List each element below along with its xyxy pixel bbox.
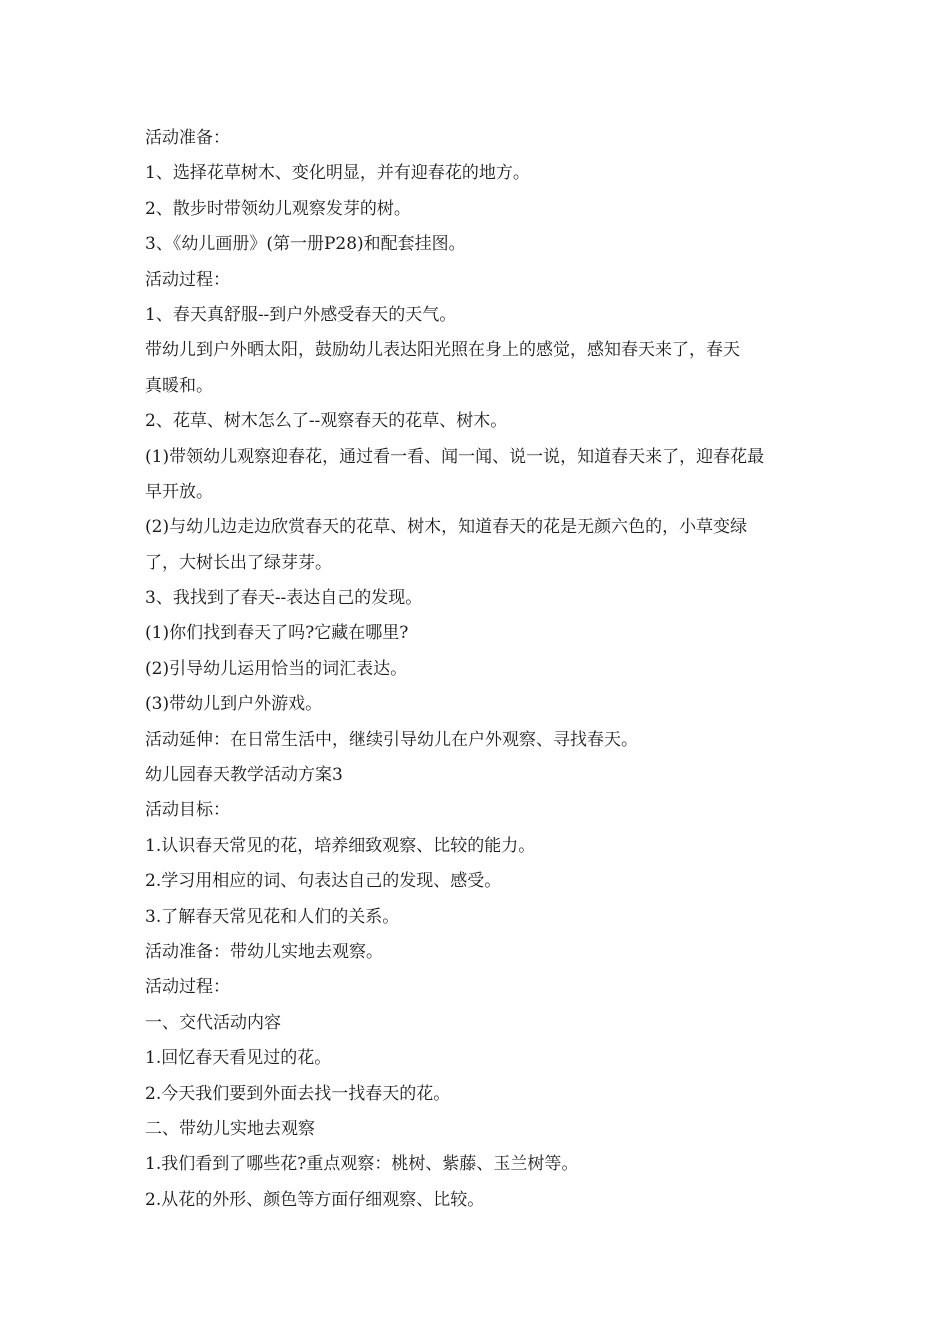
section-heading-process: 活动过程： xyxy=(145,977,230,998)
section-heading-preparation: 活动准备：带幼儿实地去观察。 xyxy=(145,941,383,962)
paragraph-line: 早开放。 xyxy=(145,481,213,502)
subsection-heading: 一、交代活动内容 xyxy=(145,1012,281,1033)
section-heading-preparation: 活动准备： xyxy=(145,128,230,148)
list-item: 2.今天我们要到外面去找一找春天的花。 xyxy=(145,1083,451,1104)
list-item: 2.学习用相应的词、句表达自己的发现、感受。 xyxy=(145,871,502,892)
list-item: 3.了解春天常见花和人们的关系。 xyxy=(145,906,400,927)
subsection-heading: 二、带幼儿实地去观察 xyxy=(145,1118,315,1139)
paragraph-line: 带幼儿到户外晒太阳，鼓励幼儿表达阳光照在身上的感觉，感知春天来了，春天 xyxy=(145,340,740,361)
list-item: (3)带幼儿到户外游戏。 xyxy=(145,694,323,715)
plan-title: 幼儿园春天教学活动方案3 xyxy=(145,765,343,786)
section-heading-extension: 活动延伸：在日常生活中，继续引导幼儿在户外观察、寻找春天。 xyxy=(145,729,638,750)
list-item: (1)你们找到春天了吗?它藏在哪里? xyxy=(145,623,409,644)
list-item: 3、我找到了春天--表达自己的发现。 xyxy=(145,588,423,609)
list-item: 1.回忆春天看见过的花。 xyxy=(145,1048,332,1069)
list-item: 2.从花的外形、颜色等方面仔细观察、比较。 xyxy=(145,1189,485,1210)
section-heading-goals: 活动目标： xyxy=(145,800,230,821)
list-item: 2、花草、树木怎么了--观察春天的花草、树木。 xyxy=(145,411,508,432)
list-item: (2)引导幼儿运用恰当的词汇表达。 xyxy=(145,658,408,679)
paragraph-line: (1)带领幼儿观察迎春花，通过看一看、闻一闻、说一说，知道春天来了，迎春花最 xyxy=(145,446,765,467)
paragraph-line: 了，大树长出了绿芽芽。 xyxy=(145,552,332,573)
paragraph-line: (2)与幼儿边走边欣赏春天的花草、树木，知道春天的花是无颜六色的，小草变绿 xyxy=(145,517,748,538)
list-item: 1.我们看到了哪些花?重点观察：桃树、紫藤、玉兰树等。 xyxy=(145,1154,579,1175)
list-item: 1.认识春天常见的花，培养细致观察、比较的能力。 xyxy=(145,835,536,856)
paragraph-line: 真暖和。 xyxy=(145,375,213,396)
list-item: 1、选择花草树木、变化明显，并有迎春花的地方。 xyxy=(145,163,530,184)
list-item: 1、春天真舒服--到户外感受春天的天气。 xyxy=(145,304,457,325)
list-item: 3、《幼儿画册》(第一册P28)和配套挂图。 xyxy=(145,234,466,255)
section-heading-process: 活动过程： xyxy=(145,269,230,290)
list-item: 2、散步时带领幼儿观察发芽的树。 xyxy=(145,198,411,219)
document-body xyxy=(145,121,810,1218)
